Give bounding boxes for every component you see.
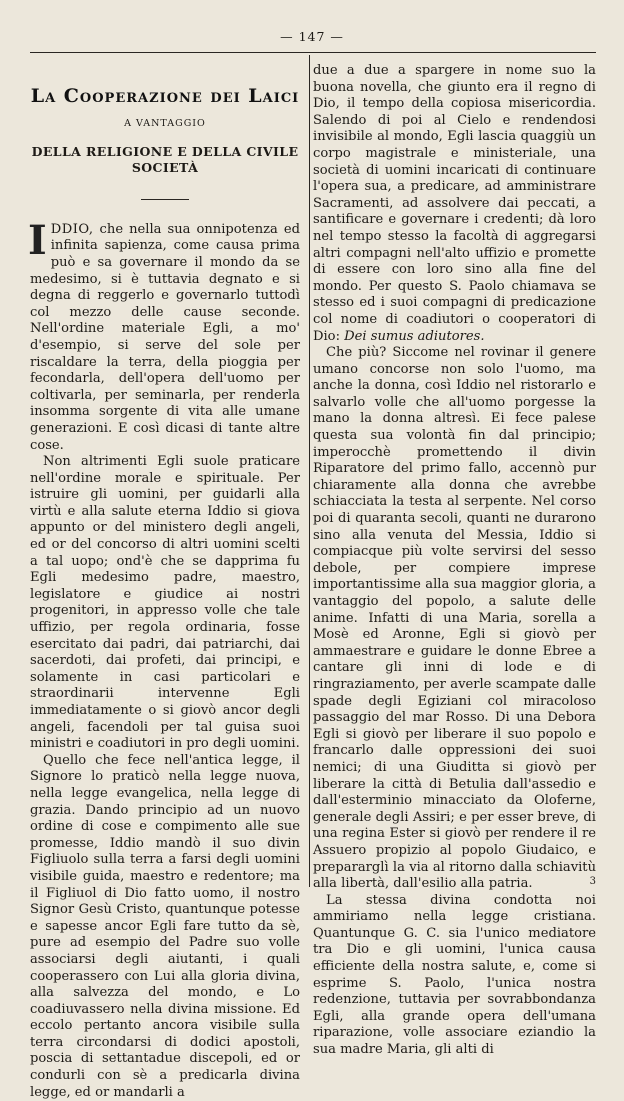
paragraph-1-text: che nella sua onnipotenza ed infinita sapienza, come causa prima può e sa governare il mondo da se medesimo, si è tuttavia degnato e si degna di reggerlo e governarlo tuttodì col mezzo delle cause seconde. Nell'ordine materiale Egli, a mo' d'esempio, si serve del sole per riscaldare la terra, della pioggia per fecondarla, dell'opera dell'uomo per coltivarla, per seminarla, per renderla insomma sorgente di vita alle umane generazioni. E così dicasi di tante altre cose. xyxy=(30,221,300,453)
paragraph-2: Non altrimenti Egli suole praticare nell'ordine morale e spirituale. Per istruire gli uomini, per guidarli alla virtù e alla salute eterna Iddio si giova appunto or del ministero degli angeli, ed or del concorso di altri uomini scelti a tal uopo; ond'è che se dapprima fu Egli medesimo padre, maestro, legislatore e giudice ai nostri progenitori, in appresso volle che tale uffizio, per regola ordinaria, fosse esercitato dai padri, dai patriarchi, dai sacerdoti, dai profeti, dai principi, e solamente in casi particolari e straordinarii intervenne Egli immediatamente o si giovò ancor degli angeli, facendoli per tal guisa suoi ministri e coadiutori in pro degli uomini. xyxy=(30,454,300,752)
header-rule xyxy=(30,52,596,53)
paragraph-1 xyxy=(28,216,300,454)
latin-quote: Dei sumus adiutores. xyxy=(344,328,485,344)
first-word: DDIO, xyxy=(50,221,94,237)
title-rule xyxy=(141,199,189,200)
signature-mark: 3 xyxy=(589,876,596,887)
paragraph-3: Quello che fece nell'antica legge, il Signore lo praticò nella legge nuova, nella legge evangelica, nella legge di grazia. Dando principio ad un nuovo ordine di cose e compimento alle sue promesse, Iddio mandò il suo divin Figliuolo sulla terra a farsi degli uomini visibile guida, maestro e redentore; ma il Figliuol di Dio fatto uomo, il nostro Signor Gesù Cristo, quantunque potesse e sapesse ancor Egli fare tutto da sè, pure ad esempio del Padre suo volle associarsi degli aiutanti, i quali cooperassero con Lui alla gloria divina, alla salvezza del mondo, e Lo coadiuvassero nella divina missione. Ed eccolo pertanto ancora visibile sulla terra circondarsi di dodici apostoli, poscia di settantadue discepoli, ed or condurli con sè a predicarla divina legge, ed or mandarli a xyxy=(30,752,300,1100)
left-column xyxy=(30,86,300,1101)
page-number: — 147 — xyxy=(280,29,344,44)
article-subtitle-small: A VANTAGGIO xyxy=(124,118,206,129)
column-divider xyxy=(309,55,310,887)
article-subtitle: DELLA RELIGIONE E DELLA CIVILE SOCIETÀ xyxy=(31,143,299,176)
paragraph-4 xyxy=(313,63,596,345)
drop-cap: I xyxy=(28,216,47,264)
right-column xyxy=(313,63,596,1059)
paragraph-4-text: due a due a spargere in nome suo la buona novella, che giunto era il regno di Dio, il tempo della copiosa misericordia. Salendo di poi al Cielo e rendendosi invisibile al mondo, Egli lascia quaggiù un corpo magistrale e ministeriale, una società di uomini incaricati di continuare l'opera sua, a predicare, ad amministrare Sacramenti, ad assolvere dai peccati, a santificare e governare i credenti; dà loro nel tempo stesso la facoltà di aggregarsi altri compagni nell'alto uffizio e promette di essere con loro sino alla fine del mondo. Per questo S. Paolo chiamava se stesso ed i suoi compagni di predicazione col nome di coadiutori o cooperatori di Dio: xyxy=(313,63,596,344)
paragraph-6: La stessa divina condotta noi ammiriamo nella legge cristiana. Quantunque G. C. sia l'unico mediatore tra Dio e gli uomini, l'unica causa efficiente della nostra salute, e, come si esprime S. Paolo, l'unica nostra redenzione, tuttavia per sovrabbondanza Egli, alla grande opera dell'umana riparazione, volle associare eziandio la sua madre Maria, gli alti di xyxy=(313,892,596,1058)
paragraph-5: Che più? Siccome nel rovinar il genere umano concorse non solo l'uomo, ma anche la donna, così Iddio nel ristorarlo e salvarlo volle che all'uomo porgesse la mano la donna altresì. Ei fece palese questa sua volontà fin dal principio; imperocchè promettendo il divin Riparatore del primo fallo, accennò pur chiaramente alla donna che avrebbe schiacciata la testa al serpente. Nel corso poi di quaranta secoli, quanti ne durarono sino alla venuta del Messia, Iddio si compiacque più volte servirsi del sesso debole, per compiere imprese importantissime alla sua maggior gloria, a vantaggio del popolo, a salute delle anime. Infatti di una Maria, sorella a Mosè ed Aronne, Egli si giovò per ammaestrare e guidare le donne Ebree a cantare gli inni di lode e di ringraziamento, per averle scampate dalle spade degli Egiziani col miracoloso passaggio del mar Rosso. Di una Debora Egli si giovò per liberare il suo popolo e francarlo dalle oppressioni dei suoi nemici; di una Giuditta si giovò per liberare la città di Betulia dall'assedio e dall'esterminio minacciato da Oloferne, generale degli Assiri; e per esser breve, di una regina Ester si giovò per rendere il re Assuero propizio al popolo Giudaico, e prepararglì la via al ritorno dalla schiavitù alla libertà, dall'esilio alla patria. xyxy=(313,345,596,892)
article-title: La Cooperazione dei Laici xyxy=(30,85,300,107)
